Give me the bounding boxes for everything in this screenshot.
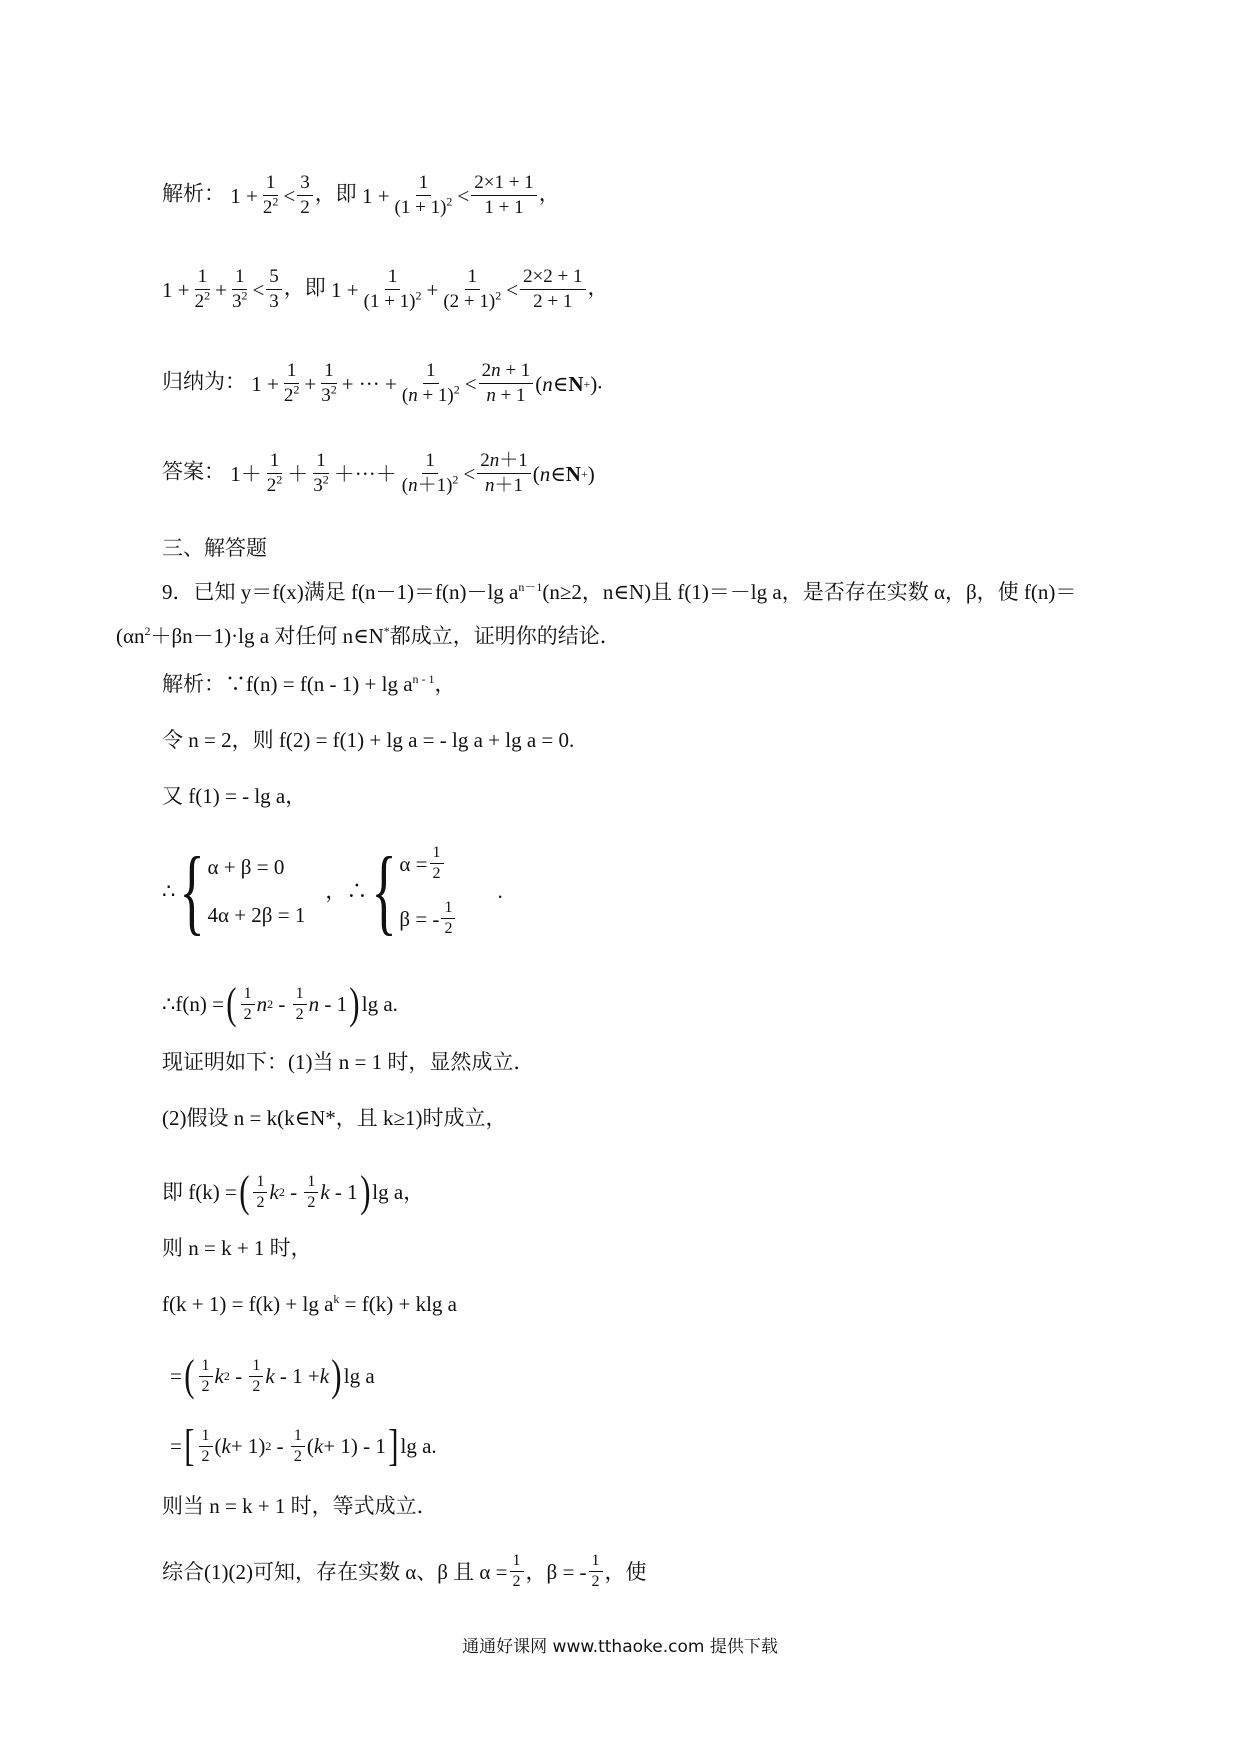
- solution-line-5: 现证明如下：(1)当 n = 1 时，显然成立．: [162, 1050, 535, 1074]
- therefore-2: ，∴: [325, 879, 368, 903]
- punct: ，: [587, 275, 609, 300]
- s13-end: ，使: [604, 1559, 647, 1584]
- q9-text-c: (αn: [116, 624, 145, 648]
- s13-prefix: 综合(1)(2)可知，存在实数 α、β 且 α =: [162, 1559, 508, 1584]
- s10-end: lg a: [343, 1364, 375, 1388]
- solution-line-9: [162, 1290, 457, 1318]
- answer-line: 答案： 1＋ $\frac{1}{2^2}$ ＋ $\frac{1}{3^2}$ ＋···＋ $\frac{1}{(n+1)^2}$ < $\frac{2n+1}{n+1}$ ( n ∈ N + ): [162, 450, 595, 496]
- punct: ，: [538, 181, 560, 206]
- label-induction: 归纳为：: [162, 369, 246, 394]
- s11-prefix: =: [170, 1434, 182, 1458]
- induction-line: 归纳为： 1 + $\frac{1}{2^2}$ + $\frac{1}{3^2}$ + ··· + $\frac{1}{(n + 1)^2}$ < $\frac{2n + 1}{n + 1}$ ( n ∈ N + ).: [162, 360, 603, 406]
- system-2-row-1: α =: [399, 851, 428, 876]
- solution-line-11: = [ $\frac{1}{2}$ ( k + 1) 2 - $\frac{1}{2}$ ( k + 1) - 1 ] lg a.: [170, 1421, 437, 1470]
- system-end: .: [497, 879, 503, 903]
- left-brace-1: {: [179, 837, 206, 944]
- q9-sup-a: n－1: [518, 580, 543, 594]
- q9-sup-c: 2: [144, 624, 151, 638]
- system-1-row-2: 4α + 2β = 1: [207, 903, 306, 927]
- s9-sup: k: [333, 1292, 340, 1306]
- label-answer: 答案：: [162, 459, 225, 484]
- s4-prefix: ∴f(n) =: [162, 992, 224, 1016]
- solution-line-6: (2)假设 n = k(k∈N*，且 k≥1)时成立，: [162, 1106, 507, 1130]
- label-analysis: 解析：: [162, 181, 225, 206]
- solution-line-fn: ∴f(n) = ( $\frac{1}{2}$ n 2 - $\frac{1}{2}$ n - 1 ) lg a.: [162, 979, 398, 1028]
- analysis-line-1: 解析： 1 + $\frac{1}{2^2}$ < $\frac{3}{2}$ ，即 1 + $\frac{1}{(1 + 1)^2}$ < $\frac{2\times 1 + 1}{1 + 1}$ ，: [162, 172, 560, 218]
- section-title: 三、解答题: [162, 536, 267, 560]
- question-9-line-2: [116, 622, 621, 650]
- q9-text-e: 都成立，证明你的结论．: [389, 624, 621, 648]
- q9-sup-d: *: [383, 624, 390, 638]
- solution-line-12: 则当 n = k + 1 时，等式成立．: [162, 1494, 438, 1518]
- analysis-line-2: 1 + $\frac{1}{2^2}$ + $\frac{1}{3^2}$ < $\frac{5}{3}$ ，即 1 + $\frac{1}{(1 + 1)^2}$ + $\frac{1}{(2 + 1)^2}$ < $\frac{2\times 2 + 1}{2 + 1}$ ，: [162, 266, 609, 312]
- therefore-1: ∴: [162, 879, 176, 903]
- s1-sup: n - 1: [412, 672, 435, 686]
- system-1-row-1: α + β = 0: [207, 855, 285, 879]
- q9-text-b: (n≥2，n∈N)且 f(1)＝－lg a，是否存在实数 α，β，使 f(n)＝: [542, 580, 1077, 604]
- left-brace-2: {: [371, 837, 398, 944]
- system-2-row-2: β = -: [399, 906, 440, 931]
- text-ji: ，即: [314, 181, 357, 206]
- equation-systems: ∴ { α + β = 0 4α + 2β = 1 ，∴ { α = $\frac{1}{2}$ β = - $\frac{1}{2}$ .: [162, 837, 503, 944]
- solution-line-3: 又 f(1) = - lg a，: [162, 784, 307, 808]
- s9-text: f(k + 1) = f(k) + lg a: [162, 1292, 334, 1316]
- solution-line-10: = ( $\frac{1}{2}$ k 2 - $\frac{1}{2}$ k - 1 + k ) lg a: [170, 1351, 375, 1400]
- punct: .: [597, 369, 603, 394]
- s7-prefix: 即 f(k) =: [162, 1180, 237, 1204]
- q9-text-d: ＋βn－1)·lg a 对任何 n∈N: [150, 624, 384, 648]
- text-ji: ，即: [283, 275, 326, 300]
- s7-end: lg a，: [372, 1180, 425, 1204]
- solution-line-fk: 即 f(k) = ( $\frac{1}{2}$ k 2 - $\frac{1}{2}$ k - 1 ) lg a，: [162, 1167, 425, 1216]
- s1-text: 解析：∵f(n) = f(n - 1) + lg a: [162, 672, 413, 696]
- s4-end: lg a.: [361, 992, 398, 1016]
- s9-end: = f(k) + klg a: [339, 1292, 457, 1316]
- q9-text-a: 9．已知 y＝f(x)满足 f(n－1)＝f(n)－lg a: [162, 580, 519, 604]
- solution-line-2: 令 n = 2，则 f(2) = f(1) + lg a = - lg a + lg a = 0.: [162, 728, 575, 752]
- solution-line-8: 则 n = k + 1 时，: [162, 1236, 312, 1260]
- page-footer: 通通好课网 www.tthaoke.com 提供下载: [462, 1637, 778, 1657]
- s13-mid: ，β = -: [525, 1559, 587, 1584]
- s1-end: ，: [434, 672, 456, 696]
- s10-prefix: =: [170, 1364, 182, 1388]
- solution-line-13: 综合(1)(2)可知，存在实数 α、β 且 α = $\frac{1}{2}$ ，β = - $\frac{1}{2}$ ，使: [162, 1552, 647, 1590]
- s11-end: lg a.: [400, 1434, 437, 1458]
- question-9-line-1: [162, 578, 1076, 606]
- solution-line-1: [162, 670, 456, 698]
